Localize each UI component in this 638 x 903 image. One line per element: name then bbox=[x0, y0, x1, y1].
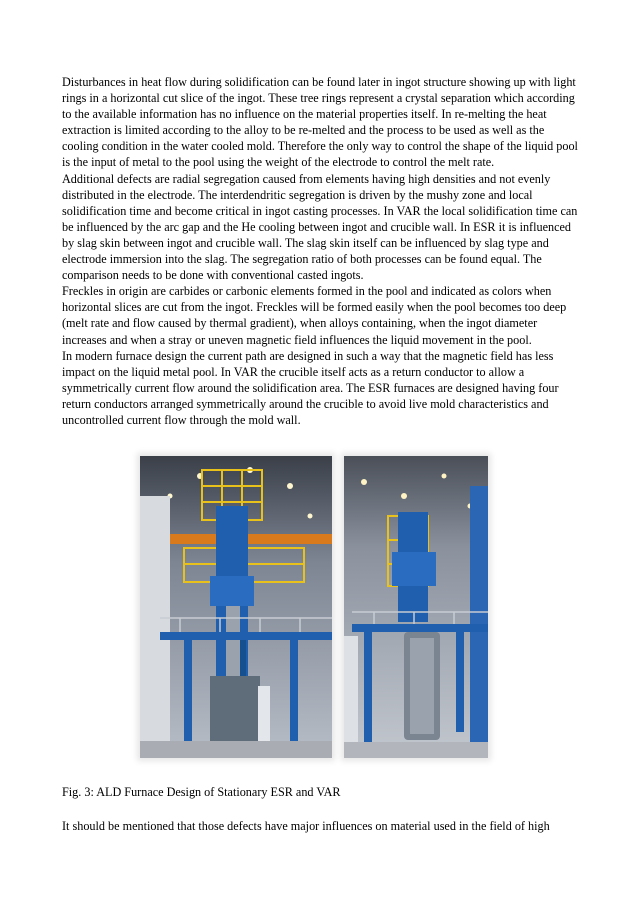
paragraph-freckles: Freckles in origin are carbides or carbonic elements formed in the pool and indicated as colors when horizontal slices are cut from the ingot. Freckles will be formed easily when the pool becomes too deep (melt rate and flow caused by thermal gradient), when alloys containing, when the ingot diameter increases and when a stray or uneven magnetic field influences the liquid movement in the pool. bbox=[62, 284, 567, 347]
esr-furnace-photo bbox=[140, 456, 332, 758]
trailing-paragraph: It should be mentioned that those defects have major influences on material used in the field of high bbox=[62, 819, 550, 833]
paragraph-furnace-design: In modern furnace design the current path are designed in such a way that the magnetic field has less impact on the liquid metal pool. In VAR the crucible itself acts as a return conductor to allow a symmetrically current flow around the solidification area. The ESR furnaces are designed having four return conductors arranged symmetrically around the crucible to avoid live mold characteristics and uncontrolled current flow through the mold wall. bbox=[62, 348, 559, 427]
paragraph-segregation: Additional defects are radial segregation caused from elements having high densities and not evenly distributed in the electrode. The interdendritic segregation is driven by the mushy zone and local solidification time and become critical in ingot casting processes. In VAR the local solidification time can be influenced by the arc gap and the He cooling between ingot and crucible wall. In ESR it is influenced by slag skin between ingot and crucible wall. The slag skin itself can be influenced by slag type and electrode immersion into the slag. The segregation ratio of both processes can be found equal. The comparison needs to be done with conventional casted ingots. bbox=[62, 171, 578, 283]
paragraph-heat-flow: Disturbances in heat flow during solidification can be found later in ingot structure showing up with light rings in a horizontal cut slice of the ingot. These tree rings represent a crystal separation which according to the available information has no influence on the material properties itself. In re-melting the heat extraction is limited according to the alloy to be re-melted and the process to be used as well as the cooling condition in the water cooled mold. Therefore the only way to control the shape of the liquid pool is the input of metal to the pool using the weight of the electrode to control the melt rate. bbox=[62, 75, 578, 170]
figure-caption: Fig. 3: ALD Furnace Design of Stationary ESR and VAR bbox=[62, 785, 341, 799]
var-furnace-photo bbox=[344, 456, 488, 758]
figure-furnace-photos bbox=[136, 456, 492, 762]
body-text bbox=[62, 74, 582, 428]
